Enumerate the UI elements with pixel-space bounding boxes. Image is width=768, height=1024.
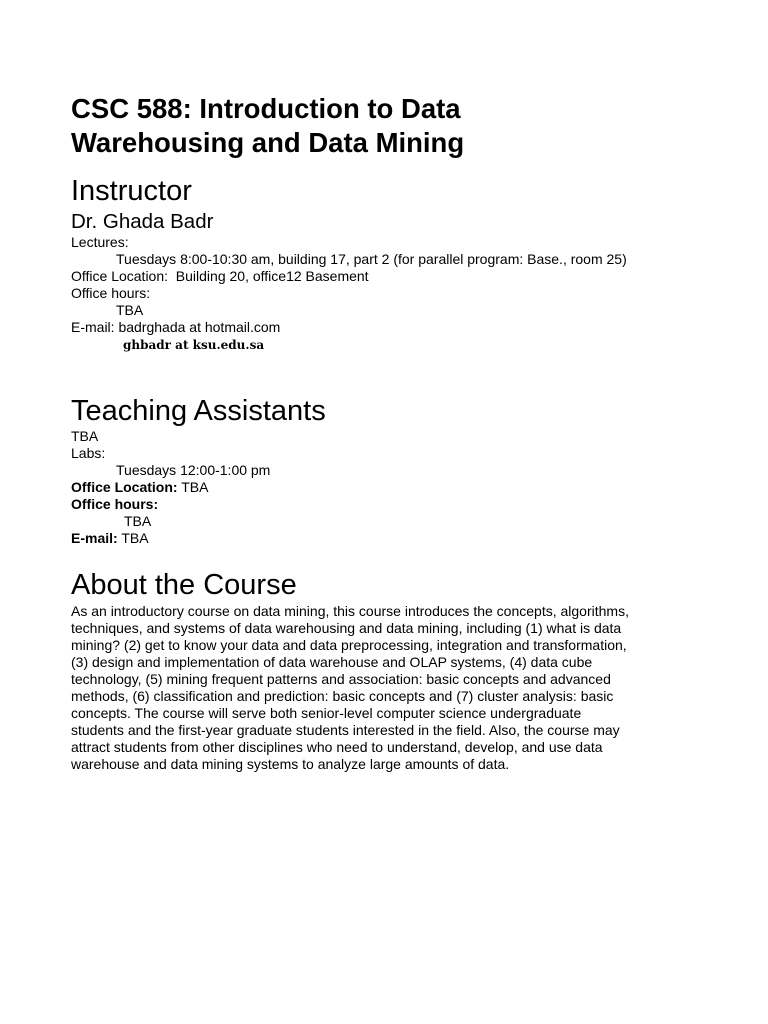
labs-label: Labs: xyxy=(71,445,106,461)
ta-heading: Teaching Assistants xyxy=(71,395,326,427)
about-heading: About the Course xyxy=(71,569,297,601)
about-line: (3) design and implementation of data warehouse and OLAP systems, (4) data cube xyxy=(71,654,593,670)
office-hours-value: TBA xyxy=(116,302,144,318)
instructor-heading: Instructor xyxy=(71,175,192,207)
ta-office-location xyxy=(71,479,691,496)
instructor-email: E-mail: badrghada at hotmail.com xyxy=(71,319,281,335)
ta-office-location-label: Office Location: xyxy=(71,479,178,495)
about-line: mining? (2) get to know your data and data preprocessing, integration and transformation, xyxy=(71,637,627,653)
ta-office-hours-value: TBA xyxy=(124,513,152,529)
about-line: warehouse and data mining systems to analyze large amounts of data. xyxy=(71,756,510,772)
course-title-line-2: Warehousing and Data Mining xyxy=(71,127,465,158)
about-line: technology, (5) mining frequent patterns and association: basic concepts and advanced xyxy=(71,671,611,687)
instructor-email-alt: ghbadr at ksu.edu.sa xyxy=(123,338,265,352)
ta-email-label: E-mail: xyxy=(71,530,118,546)
ta-name: TBA xyxy=(71,428,99,444)
about-line: As an introductory course on data mining, this course introduces the concepts, algorithms, xyxy=(71,603,629,619)
document-content xyxy=(71,92,691,773)
lectures-value: Tuesdays 8:00-10:30 am, building 17, part 2 (for parallel program: Base., room 25) xyxy=(116,251,627,267)
office-hours-label: Office hours: xyxy=(71,285,151,301)
ta-email-value: TBA xyxy=(117,530,149,546)
ta-office-hours-label: Office hours: xyxy=(71,496,159,512)
ta-email xyxy=(71,530,691,547)
labs-value: Tuesdays 12:00-1:00 pm xyxy=(116,462,271,478)
about-paragraph xyxy=(71,603,686,773)
office-location: Office Location: Building 20, office12 Basement xyxy=(71,268,369,284)
about-line: attract students from other disciplines who need to understand, develop, and use data xyxy=(71,739,603,755)
about-line: techniques, and systems of data warehousing and data mining, including (1) what is data xyxy=(71,620,622,636)
course-title xyxy=(71,92,691,160)
about-line: concepts. The course will serve both senior-level computer science undergraduate xyxy=(71,705,582,721)
about-line: students and the first-year graduate students interested in the field. Also, the course may xyxy=(71,722,620,738)
ta-office-location-value: TBA xyxy=(177,479,209,495)
course-title-line-1: CSC 588: Introduction to Data xyxy=(71,93,461,124)
lectures-label: Lectures: xyxy=(71,234,129,250)
about-line: methods, (6) classification and prediction: basic concepts and (7) cluster analysis: basic xyxy=(71,688,614,704)
instructor-name: Dr. Ghada Badr xyxy=(71,210,214,233)
